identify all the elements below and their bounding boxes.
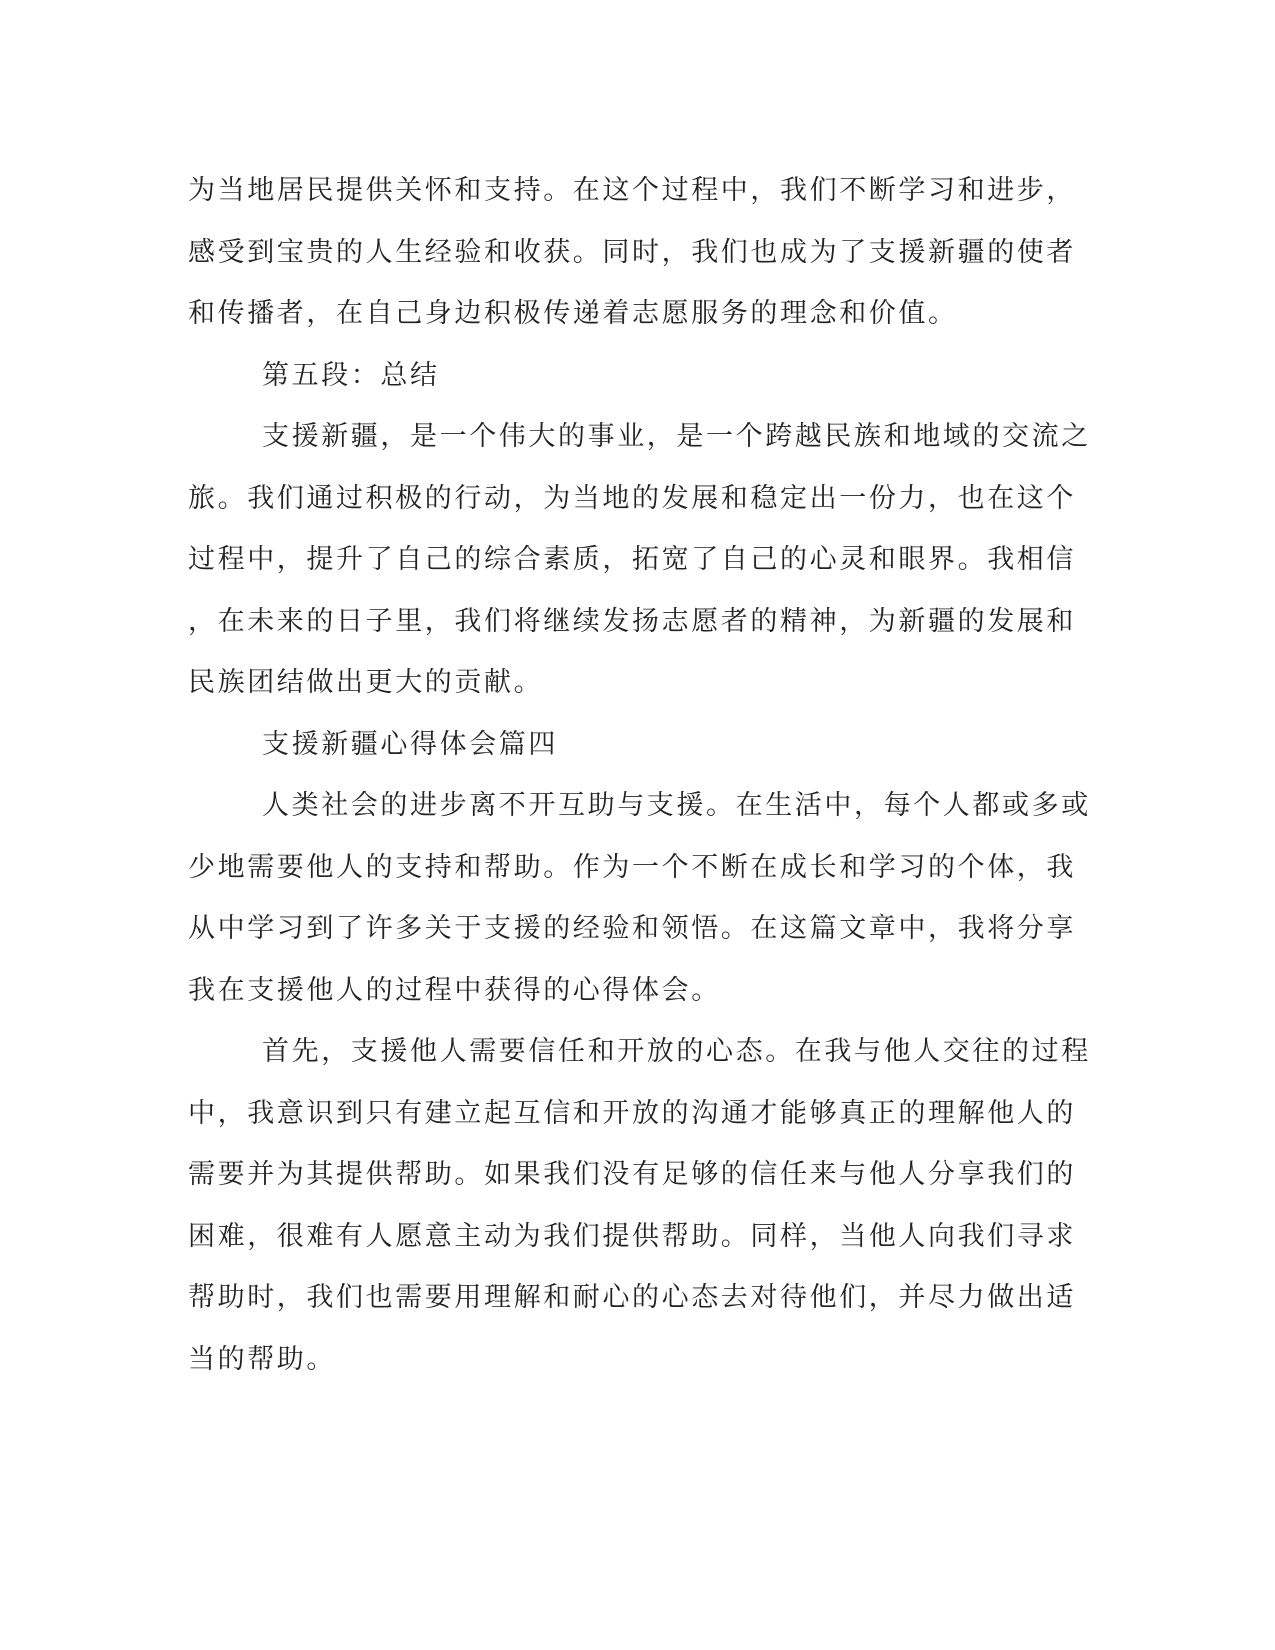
text-line: 支援新疆，是一个伟大的事业，是一个跨越民族和地域的交流之 <box>262 421 1091 452</box>
text-line: 帮助时，我们也需要用理解和耐心的心态去对待他们，并尽力做出适 <box>188 1282 1076 1313</box>
text-line: 从中学习到了许多关于支援的经验和领悟。在这篇文章中，我将分享 <box>188 913 1076 944</box>
text-line: 我在支援他人的过程中获得的心得体会。 <box>188 974 721 1006</box>
text-line: ，在未来的日子里，我们将继续发扬志愿者的精神，为新疆的发展和 <box>188 605 1076 637</box>
text-line: 和传播者，在自己身边积极传递着志愿服务的理念和价值。 <box>188 298 958 329</box>
text-line: 旅。我们通过积极的行动，为当地的发展和稳定出一份力，也在这个 <box>188 482 1076 514</box>
text-line: 困难，很难有人愿意主动为我们提供帮助。同样，当他人向我们寻求 <box>188 1220 1076 1252</box>
paragraph-first <box>188 1021 1091 1390</box>
text-line: 过程中，提升了自己的综合素质，拓宽了自己的心灵和眼界。我相信 <box>188 544 1076 575</box>
text-line: 人类社会的进步离不开互助与支援。在生活中，每个人都或多或 <box>262 790 1091 821</box>
text-line: 需要并为其提供帮助。如果我们没有足够的信任来与他人分享我们的 <box>188 1159 1076 1190</box>
document-body <box>188 160 1091 1390</box>
article-heading: 支援新疆心得体会篇四 <box>262 728 558 760</box>
text-line: 感受到宝贵的人生经验和收获。同时，我们也成为了支援新疆的使者 <box>188 236 1076 268</box>
text-line: 民族团结做出更大的贡献。 <box>188 667 544 698</box>
text-line: 首先，支援他人需要信任和开放的心态。在我与他人交往的过程 <box>262 1036 1091 1067</box>
paragraph-summary <box>188 406 1091 714</box>
text-line: 中，我意识到只有建立起互信和开放的沟通才能够真正的理解他人的 <box>188 1097 1076 1129</box>
paragraph-intro <box>188 775 1091 1021</box>
text-line: 为当地居民提供关怀和支持。在这个过程中，我们不断学习和进步， <box>188 175 1076 206</box>
text-line: 少地需要他人的支持和帮助。作为一个不断在成长和学习的个体，我 <box>188 851 1076 883</box>
paragraph-continued <box>188 160 1076 345</box>
section-heading-summary: 第五段：总结 <box>262 359 440 391</box>
text-line: 当的帮助。 <box>188 1343 336 1375</box>
